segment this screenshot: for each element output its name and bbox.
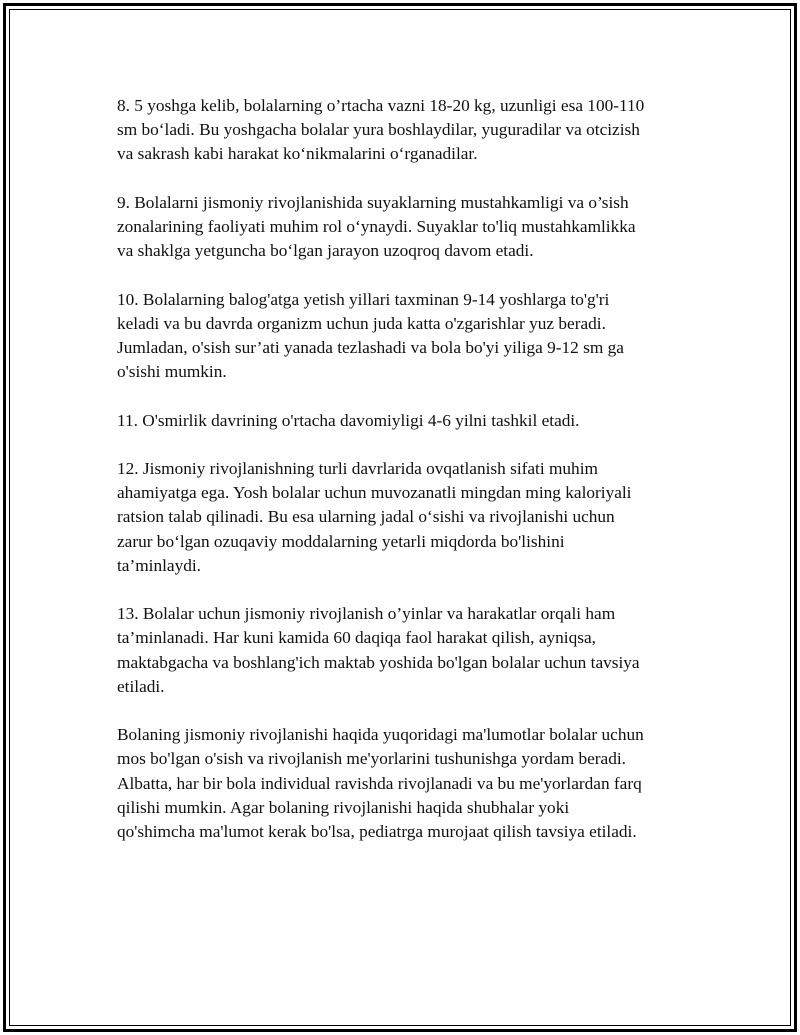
paragraph-line: va sakrash kabi harakat ko‘nikmalarini o‘rganadilar. [117, 144, 478, 164]
paragraph-item-10 [117, 288, 697, 385]
paragraph-line: 10. Bolalarning balog'atga yetish yillari taxminan 9-14 yoshlarga to'g'ri [117, 289, 610, 309]
paragraph-line: 9. Bolalarni jismoniy rivojlanishida suyaklarning mustahkamligi va o’sish [117, 192, 629, 212]
paragraph-line: Bolaning jismoniy rivojlanishi haqida yuqoridagi ma'lumotlar bolalar uchun [117, 725, 644, 745]
paragraph-line: Albatta, har bir bola individual ravishda rivojlanadi va bu me'yorlardan farq [117, 773, 642, 793]
paragraph-item-12 [117, 457, 697, 578]
paragraph-line: 11. O'smirlik davrining o'rtacha davomiyligi 4-6 yilni tashkil etadi. [117, 410, 580, 430]
paragraph-line: qilishi mumkin. Agar bolaning rivojlanishi haqida shubhalar yoki [117, 797, 570, 817]
paragraph-conclusion [117, 723, 697, 844]
paragraph-line: ta’minlaydi. [117, 555, 201, 575]
paragraph-line: keladi va bu davrda organizm uchun juda katta o'zgarishlar yuz beradi. [117, 313, 606, 333]
paragraph-line: ratsion talab qilinadi. Bu esa ularning jadal o‘sishi va rivojlanishi uchun [117, 507, 615, 527]
paragraph-line: va shaklga yetguncha bo‘lgan jarayon uzoqroq davom etadi. [117, 241, 534, 261]
paragraph-line: maktabgacha va boshlang'ich maktab yoshida bo'lgan bolalar uchun tavsiya [117, 652, 640, 672]
paragraph-line: 12. Jismoniy rivojlanishning turli davrlarida ovqatlanish sifati muhim [117, 458, 598, 478]
paragraph-line: zonalarining faoliyati muhim rol o‘ynaydi. Suyaklar to'liq mustahkamlikka [117, 217, 636, 236]
document-body [117, 94, 697, 868]
paragraph-line: ta’minlanadi. Har kuni kamida 60 daqiqa faol harakat qilish, ayniqsa, [117, 628, 596, 648]
paragraph-line: 8. 5 yoshga kelib, bolalarning o’rtacha vazni 18-20 kg, uzunligi esa 100-110 [117, 96, 645, 115]
paragraph-line: mos bo'lgan o'sish va rivojlanish me'yorlarini tushunishga yordam beradi. [117, 749, 626, 769]
paragraph-line: Jumladan, o'sish sur’ati yanada tezlashadi va bola bo'yi yiliga 9-12 sm ga [117, 338, 624, 357]
paragraph-item-8 [117, 94, 697, 167]
paragraph-line: sm bo‘ladi. Bu yoshgacha bolalar yura boshlaydilar, yuguradilar va otcizish [117, 120, 640, 140]
paragraph-line: ahamiyatga ega. Yosh bolalar uchun muvozanatli mingdan ming kaloriyali [117, 483, 632, 503]
paragraph-line: o'sishi mumkin. [117, 362, 227, 382]
paragraph-line: etiladi. [117, 676, 165, 696]
paragraph-line: qo'shimcha ma'lumot kerak bo'lsa, pediatrga murojaat qilish tavsiya etiladi. [117, 822, 637, 841]
paragraph-line: zarur bo‘lgan ozuqaviy moddalarning yetarli miqdorda bo'lishini [117, 531, 565, 551]
paragraph-item-9 [117, 191, 697, 264]
paragraph-line: 13. Bolalar uchun jismoniy rivojlanish o’yinlar va harakatlar orqali ham [117, 604, 616, 624]
paragraph-item-11 [117, 409, 697, 433]
paragraph-item-13 [117, 602, 697, 699]
